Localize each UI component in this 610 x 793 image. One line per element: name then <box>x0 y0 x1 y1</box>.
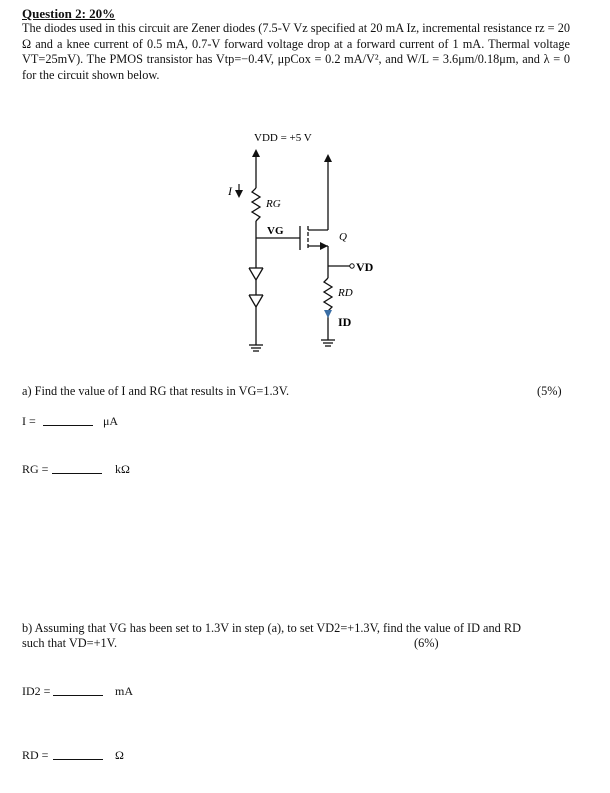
question-intro: The diodes used in this circuit are Zener diodes (7.5-V Vz specified at 20 mA Iz, incremental resistance rz = 20 Ω and a knee current of 0.5 mA, 0.7-V forward voltage drop at a forward current of 1 mA. Thermal voltage VT=25mV). The PMOS transistor has Vtp=−0.4V, μpCox = 0.2 mA/V², and W/L = 3.6μm/0.18μm, and λ = 0 for the circuit shown below. <box>22 21 570 82</box>
q-label: Q <box>339 231 347 243</box>
z1-body <box>249 268 263 280</box>
answer-rd-blank[interactable] <box>53 748 103 760</box>
answer-i-blank[interactable] <box>43 414 93 426</box>
answer-id-blank[interactable] <box>53 684 103 696</box>
id-label: ID <box>338 315 352 329</box>
answer-rg-blank[interactable] <box>52 462 102 474</box>
answer-i-label: I = <box>22 414 36 428</box>
part-a-question: a) Find the value of I and RG that results in VG=1.3V. <box>22 384 290 398</box>
answer-i-unit: μA <box>103 414 119 428</box>
vd-label: VD <box>356 260 374 274</box>
vg-label: VG <box>267 225 284 237</box>
question-title: Question 2: 20% <box>22 6 116 21</box>
part-b-question-line2: such that VD=+1V. <box>22 636 118 650</box>
rg-label: RG <box>266 198 281 210</box>
i-label: I <box>228 184 232 198</box>
part-a-points: (5%) <box>537 384 562 398</box>
z2-body <box>249 295 263 307</box>
vdd-left-arrow <box>252 149 260 157</box>
part-b-question-line1: b) Assuming that VG has been set to 1.3V in step (a), to set VD2=+1.3V, find the value of ID and RD <box>22 621 521 635</box>
answer-rg-label: RG = <box>22 462 49 476</box>
answer-rd-unit: Ω <box>115 748 124 762</box>
answer-id-label: ID2 = <box>22 684 51 698</box>
vd-terminal <box>350 264 354 268</box>
rd-label: RD <box>338 287 353 299</box>
vdd-right-arrow <box>324 154 332 162</box>
drain-arrow <box>320 242 328 250</box>
part-b-points: (6%) <box>414 636 439 650</box>
vdd-label: VDD = +5 V <box>254 132 312 144</box>
rg-resistor <box>252 188 260 221</box>
answer-rd-label: RD = <box>22 748 49 762</box>
id-arrow <box>324 310 332 318</box>
answer-id-unit: mA <box>115 684 133 698</box>
rd-resistor <box>324 278 332 311</box>
answer-rg-unit: kΩ <box>115 462 130 476</box>
